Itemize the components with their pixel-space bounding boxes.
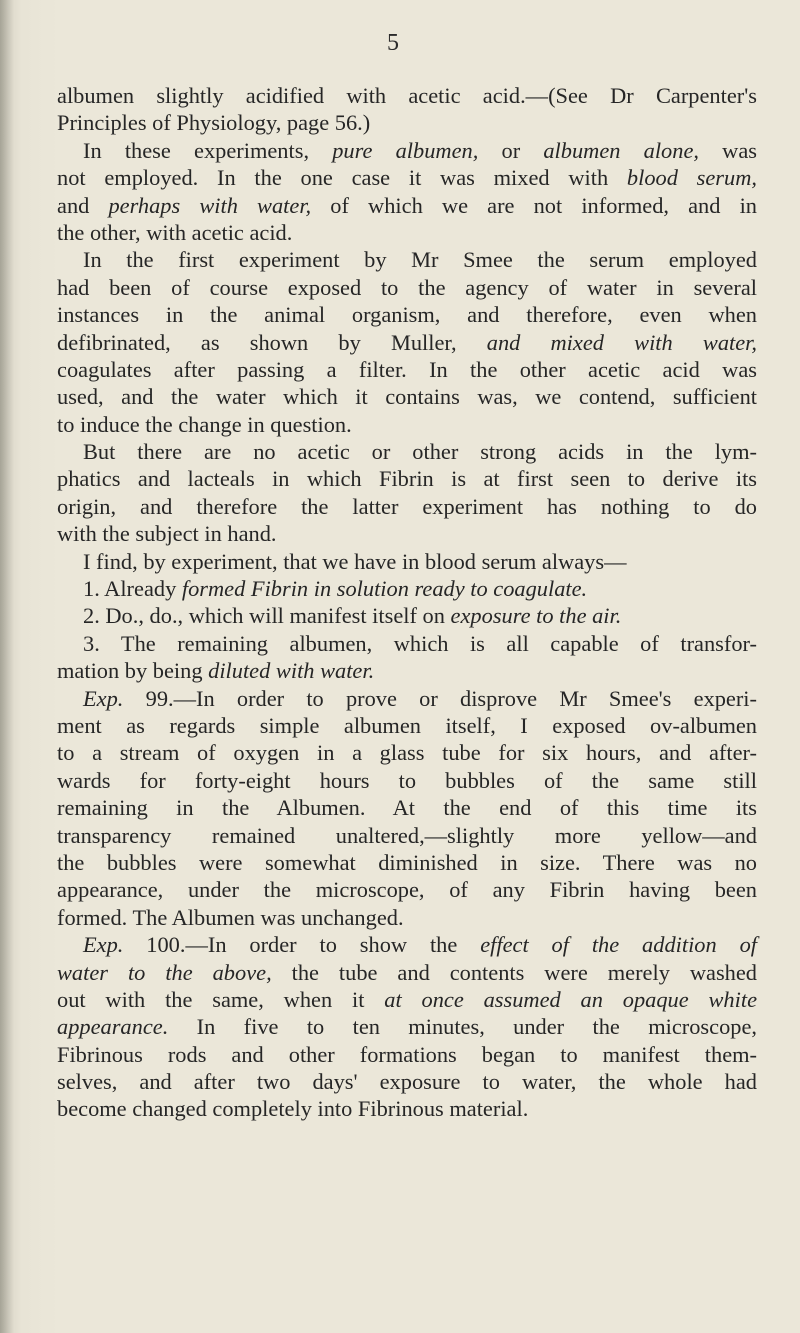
italic-text: effect of the addition of [480,932,757,958]
text-run: In the first experiment by Mr Smee the serum employed [83,247,757,273]
binding-shadow [0,0,14,1333]
text-line [57,438,757,465]
italic-text: formed Fibrin in solution ready to coagulate. [181,576,588,602]
text-run: mation by being [57,658,209,684]
text-line [57,630,757,657]
text-run: the other, with acetic acid. [57,219,293,245]
text-line [57,109,757,136]
italic-text: and mixed with water, [486,329,757,355]
text-line [57,1095,757,1122]
text-run: become changed completely into Fibrinous material. [57,1096,529,1122]
italic-text: Exp. [83,932,124,958]
text-run: 2. Do., do., which will manifest itself on [83,603,451,629]
text-line [57,904,757,931]
text-line [57,356,757,383]
text-run: to induce the change in question. [57,411,352,437]
text-run: ment as regards simple albumen itself, I exposed ov-albumen [57,712,757,738]
italic-text: appearance. [57,1014,169,1040]
text-run: out with the same, when it [57,986,385,1012]
text-run: 99.—In order to prove or disprove Mr Smee's experi- [123,685,757,711]
text-line [57,822,757,849]
text-line [57,876,757,903]
text-line [57,82,757,109]
text-line [57,794,757,821]
text-line [57,219,757,246]
text-line [57,137,757,164]
text-run: In these experiments, [83,137,333,163]
text-line [57,192,757,219]
text-line [57,465,757,492]
text-line [57,493,757,520]
body-text [57,82,757,1123]
text-line [57,301,757,328]
text-line [57,520,757,547]
text-line [57,986,757,1013]
italic-text: diluted with water. [208,658,375,684]
text-run: coagulates after passing a filter. In the other acetic acid was [57,356,757,382]
text-run: selves, and after two days' exposure to water, the whole had [57,1069,757,1095]
text-run: Principles of Physiology, page 56.) [57,110,371,136]
italic-text: exposure to the air. [450,603,622,629]
text-run: had been of course exposed to the agency of water in several [57,274,757,300]
text-run: the tube and contents were merely washed [271,959,757,985]
italic-text: pure albumen, [332,137,479,163]
text-line [57,602,757,629]
text-line [57,548,757,575]
text-run: not employed. In the one case it was mixed with [57,165,627,191]
text-run: and [57,192,109,218]
text-run: 1. Already [83,576,182,602]
text-line [57,164,757,191]
text-run: In five to ten minutes, under the microscope, [168,1014,757,1040]
text-run: of which we are not informed, and in [311,192,757,218]
text-run: appearance, under the microscope, of any Fibrin having been [57,877,757,903]
text-run: formed. The Albumen was unchanged. [57,904,404,930]
text-run: 3. The remaining albumen, which is all capable of transfor- [83,630,757,656]
text-run: Fibrinous rods and other formations began to manifest them- [57,1041,757,1067]
text-run: was [698,137,757,163]
text-run: transparency remained unaltered,—slightly more yellow—and [57,822,757,848]
text-line [57,767,757,794]
page-number: 5 [387,30,399,56]
text-line [57,657,757,684]
text-run: I find, by experiment, that we have in blood serum always— [83,548,627,574]
italic-text: at once assumed an opaque white [384,986,758,1012]
italic-text: perhaps with water, [108,192,312,218]
italic-text: albumen alone, [543,137,699,163]
text-line [57,739,757,766]
text-run: phatics and lacteals in which Fibrin is at first seen to derive its [57,466,757,492]
text-line [57,383,757,410]
text-line [57,246,757,273]
text-line [57,1041,757,1068]
text-run: with the subject in hand. [57,521,277,547]
text-line [57,849,757,876]
text-line [57,329,757,356]
text-run: But there are no acetic or other strong acids in the lym- [83,439,757,465]
text-line [57,685,757,712]
text-line [57,931,757,958]
text-line [57,959,757,986]
text-line [57,1013,757,1040]
text-line [57,411,757,438]
text-run: albumen slightly acidified with acetic acid.—(See Dr Carpenter's [57,83,757,108]
italic-text: water to the above, [57,959,272,985]
text-line [57,274,757,301]
text-run: instances in the animal organism, and therefore, even when [57,302,757,328]
text-line [57,575,757,602]
text-run: defibrinated, as shown by Muller, [57,329,487,355]
text-run: wards for forty-eight hours to bubbles of the same still [57,767,757,793]
text-run: used, and the water which it contains was, we contend, sufficient [57,384,757,410]
italic-text: blood serum, [626,165,757,191]
text-run: to a stream of oxygen in a glass tube for six hours, and after- [57,740,757,766]
text-run: remaining in the Albumen. At the end of this time its [57,795,757,821]
italic-text: Exp. [83,685,124,711]
text-run: 100.—In order to show the [123,932,481,958]
text-run: or [478,137,544,163]
text-run: the bubbles were somewhat diminished in size. There was no [57,849,757,875]
text-run: origin, and therefore the latter experiment has nothing to do [57,493,757,519]
text-line [57,1068,757,1095]
text-line [57,712,757,739]
